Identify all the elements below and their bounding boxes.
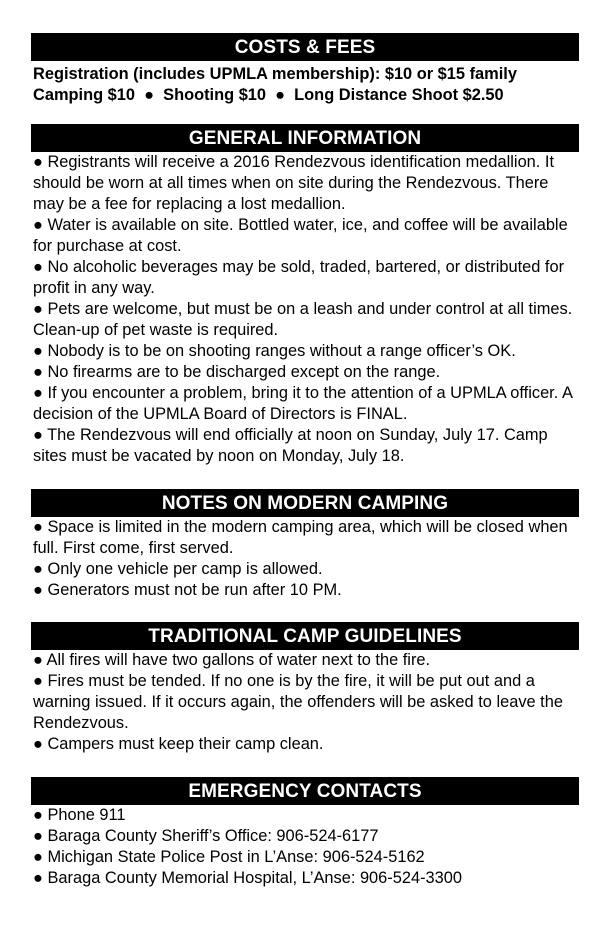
list-item: ● No alcoholic beverages may be sold, traded, bartered, or distributed for profit in any way. xyxy=(33,258,565,297)
general-heading: GENERAL INFORMATION xyxy=(31,124,579,152)
list-item: ● Generators must not be run after 10 PM. xyxy=(33,581,342,599)
modern-section xyxy=(31,489,579,601)
modern-heading: NOTES ON MODERN CAMPING xyxy=(31,489,579,517)
list-item: ● Space is limited in the modern camping area, which will be closed when full. First come, first served. xyxy=(33,518,568,557)
traditional-list xyxy=(31,650,579,755)
list-item: ● Water is available on site. Bottled water, ice, and coffee will be available for purchase at cost. xyxy=(33,216,568,255)
other-fees: Camping $10 ● Shooting $10 ● Long Distance Shoot $2.50 xyxy=(33,86,504,104)
list-item: ● Registrants will receive a 2016 Rendezvous identification medallion. It should be worn at all times when on site during the Rendezvous. There may be a fee for replacing a lost medallion. xyxy=(33,153,555,213)
list-item: ● Baraga County Memorial Hospital, L’Anse: 906-524-3300 xyxy=(33,869,463,887)
emergency-heading: EMERGENCY CONTACTS xyxy=(31,777,579,805)
list-item: ● Campers must keep their camp clean. xyxy=(33,735,324,753)
costs-section xyxy=(31,33,579,106)
list-item: ● If you encounter a problem, bring it to the attention of a UPMLA officer. A decision of the UPMLA Board of Directors is FINAL. xyxy=(33,384,572,423)
list-item: ● Nobody is to be on shooting ranges without a range officer’s OK. xyxy=(33,342,516,360)
emergency-section xyxy=(31,777,579,889)
list-item: ● Only one vehicle per camp is allowed. xyxy=(33,560,323,578)
general-section xyxy=(31,124,579,467)
costs-body xyxy=(31,64,579,106)
list-item: ● Fires must be tended. If no one is by the fire, it will be put out and a warning issued. If it occurs again, the offenders will be asked to leave the Rendezvous. xyxy=(33,672,563,732)
general-list xyxy=(31,152,579,467)
traditional-section xyxy=(31,622,579,755)
list-item: ● Pets are welcome, but must be on a leash and under control at all times. Clean-up of pet waste is required. xyxy=(33,300,573,339)
list-item: ● Phone 911 xyxy=(33,806,126,824)
list-item: ● Baraga County Sheriff’s Office: 906-524-6177 xyxy=(33,827,379,845)
traditional-heading: TRADITIONAL CAMP GUIDELINES xyxy=(31,622,579,650)
modern-list xyxy=(31,517,579,601)
list-item: ● The Rendezvous will end officially at noon on Sunday, July 17. Camp sites must be vacated by noon on Monday, July 18. xyxy=(33,426,548,465)
costs-heading: COSTS & FEES xyxy=(31,33,579,61)
emergency-list xyxy=(31,805,579,889)
registration-fee: Registration (includes UPMLA membership): $10 or $15 family xyxy=(33,65,517,83)
list-item: ● No firearms are to be discharged except on the range. xyxy=(33,363,441,381)
list-item: ● All fires will have two gallons of water next to the fire. xyxy=(33,651,431,669)
list-item: ● Michigan State Police Post in L’Anse: 906-524-5162 xyxy=(33,848,425,866)
